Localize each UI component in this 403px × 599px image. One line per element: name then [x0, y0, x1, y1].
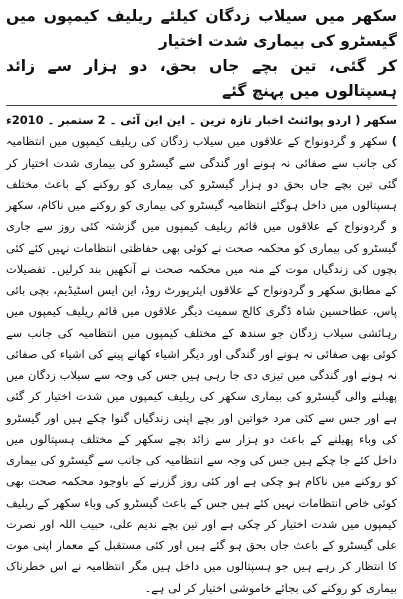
article-body: [6, 110, 397, 599]
article-dateline: سکھر ( اردو پوائنٹ اخبار تازہ ترین ۔ این این آئی ۔ 2 ستمبر ۔ 2010ء ): [6, 113, 397, 149]
article-body-text: سکھر و گردونواح کے علاقوں میں سیلاب زدگان کی ریلیف کیمپوں میں انتظامیہ کی جانب سے صفائی نہ ہونے اور گندگی سے گیسٹرو کی بیماری شدت اختیار کر گئی تین بچے جاں بحق دو ہزار گیسٹرو کی بیماری کو روکنے کے باعث مختلف ہسپتالوں میں داخل ہوگئے انتظامیہ گیسٹرو کی بیماری کو روکنے میں ناکام، سکھر و گردونواح کے علاقوں میں قائم ریلیف کیمپوں میں گزشتہ کئی روز سے جاری گیسٹرو کی بیماری کو محکمہ صحت نے کوئی بھی حفاظتی انتظامات نہیں کئے کئی بچوں کی زندگیاں موت کے منہ میں محکمہ صحت نے آنکھیں بند کرلیں۔ تفصیلات کے مطابق سکھر و گردونواح کے علاقوں ایئرپورٹ روڈ، این ایس اسٹیڈیم، بچی بائی پاس، عطاحسین شاہ ڈگری کالج سمیت دیگر علاقوں میں قائم ریلیف کیمپوں میں رہائشی سیلاب زدگان جو سندھ کے مختلف کیمپوں میں انتظامیہ کی جانب سے کوئی بھی صفائی نہ ہونے اور گندگی اور دیگر اشیاء کھانے پینے کی اشیاء کی صفائی نہ ہونے اور گندگی میں تیزی دی جا رہی ہیں جس کی وجہ سے سیلاب زدگان میں پھیلنے والی گیسٹرو کی بیماری سکھر کی ریلیف کیمپوں میں شدت اختیار کر گئی ہے اور جس سے کئی مرد خواتین اور بچے اپنی زندگیاں گنوا چکے ہیں اور گیسٹرو کی وباء پھیلنے کے باعث دو ہزار سے زائد بچے سکھر کے مختلف ہسپتالوں میں داخل کئے جا چکے ہیں جس کی وجہ سے انتظامیہ کی جانب سے گیسٹرو کی بیماری کو روکنے میں ناکام ہو چکی ہے اور کئی روز گزرنے کے باوجود محکمہ صحت بھی کوئی خاص انتظامات نہیں کئے ہیں جس کے باعث گیسٹرو کی وباء سکھر کے ریلیف کیمپوں میں شدت اختیار کر چکی ہے اور تین بچے ندیم علی، حبیب اللہ اور نصرت علی گیسٹرو کے باعث جاں بحق ہو گئے ہیں اور کئی مستقبل کے معمار اپنی موت کا انتظار کر رہے ہیں جو ہسپتالوں میں داخل ہیں مگر انتظامیہ نے اس خطرناک بیماری کو روکنے کی بجائے خاموشی اختیار کر لی ہے۔: [6, 134, 397, 595]
article-headline: [6, 4, 397, 106]
headline-line-2: کر گئی، تین بچے جاں بحق، دو ہزار سے زائد ہسپتالوں میں پہنچ گئے: [6, 54, 397, 106]
headline-line-1: سکھر میں سیلاب زدگان کیلئے ریلیف کیمپوں میں گیسٹرو کی بیماری شدت اختیار: [6, 7, 397, 50]
